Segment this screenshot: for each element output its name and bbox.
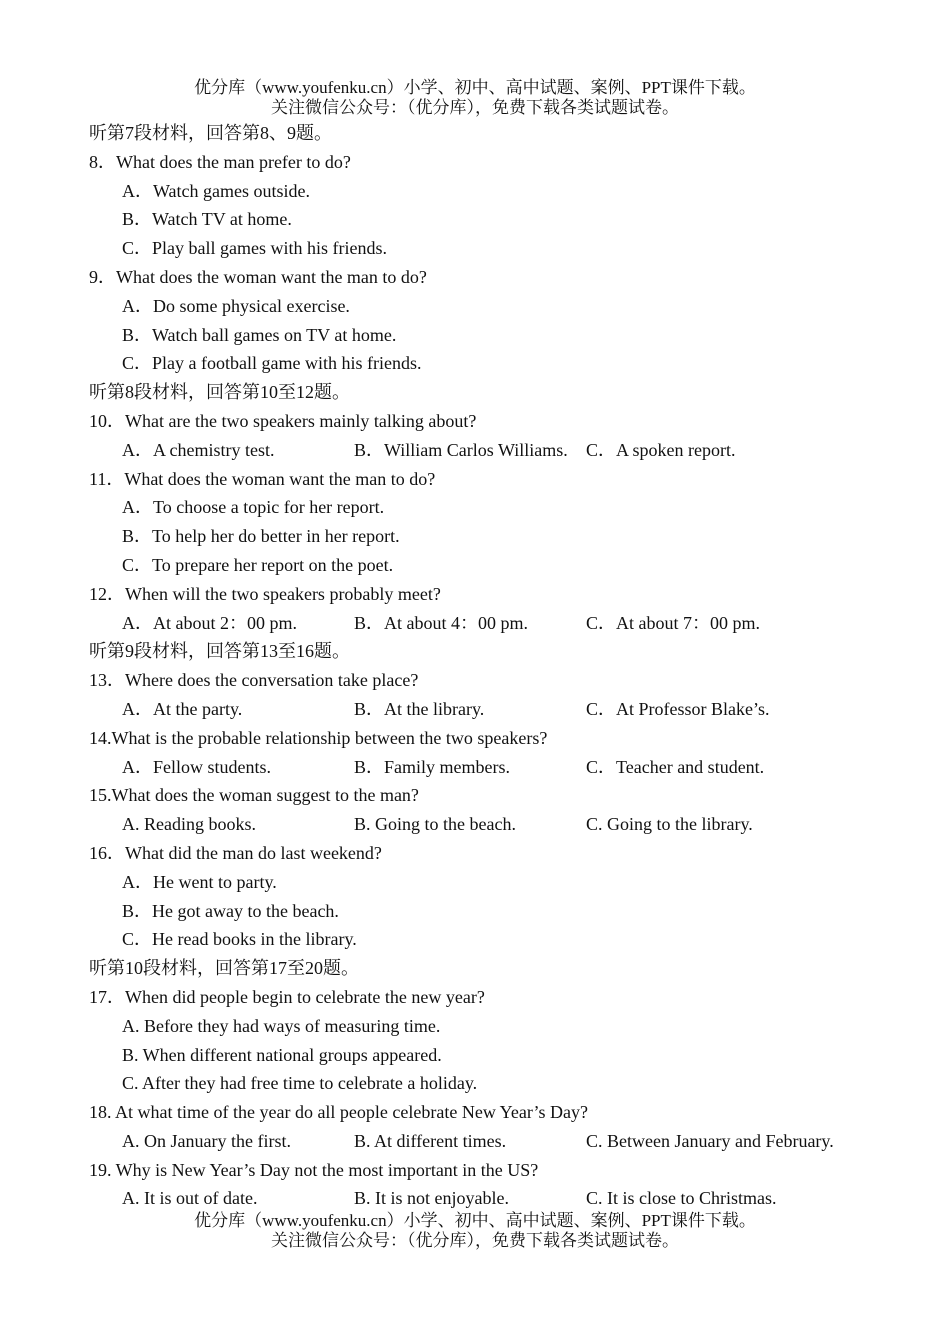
option-item: B．At the library. <box>354 698 485 719</box>
option-item: C．At Professor Blake’s. <box>586 698 770 719</box>
option-item: A．Fellow students. <box>122 756 272 777</box>
section-heading: 听第7段材料，回答第8、9题。 <box>89 123 332 143</box>
option-row <box>89 695 889 724</box>
option-item: B．To help her do better in her report. <box>122 526 400 547</box>
exam-content <box>89 119 889 1213</box>
option-item: B．Watch ball games on TV at home. <box>122 324 397 345</box>
option-item: C．He read books in the library. <box>122 929 357 950</box>
question-text: 18. At what time of the year do all people celebrate New Year’s Day? <box>89 1102 588 1123</box>
question-text: 11．What does the woman want the man to do? <box>89 468 436 489</box>
page-header <box>0 78 950 118</box>
option-item: A. Before they had ways of measuring time. <box>122 1015 441 1036</box>
option-row <box>89 1184 889 1213</box>
question-text: 19. Why is New Year’s Day not the most important in the US? <box>89 1159 539 1180</box>
option-item: B．Family members. <box>354 756 510 777</box>
option-item: B. It is not enjoyable. <box>354 1188 509 1209</box>
section-heading: 听第9段材料，回答第13至16题。 <box>89 641 350 662</box>
question-text: 10．What are the two speakers mainly talking about? <box>89 410 477 431</box>
option-item: A．To choose a topic for her report. <box>122 497 385 518</box>
option-item: B．At about 4：00 pm. <box>354 612 528 633</box>
option-row <box>89 753 889 782</box>
question-text: 17．When did people begin to celebrate the new year? <box>89 986 485 1007</box>
option-item: B. When different national groups appeared. <box>122 1044 442 1065</box>
section-heading: 听第8段材料，回答第10至12题。 <box>89 382 350 403</box>
option-row <box>89 436 889 465</box>
option-item: C. Going to the library. <box>586 814 753 835</box>
option-item: A．A chemistry test. <box>122 439 275 460</box>
question-text: 8．What does the man prefer to do? <box>89 151 351 172</box>
option-row <box>89 1127 889 1156</box>
option-item: B. At different times. <box>354 1130 507 1151</box>
question-text: 16．What did the man do last weekend? <box>89 842 382 863</box>
footer-line-2: 关注微信公众号：（优分库），免费下载各类试题试卷。 <box>271 1231 679 1250</box>
option-item: C．A spoken report. <box>586 439 736 460</box>
header-line-1: 优分库（www.youfenku.cn）小学、初中、高中试题、案例、PPT课件下载。 <box>194 78 756 97</box>
option-item: B．Watch TV at home. <box>122 209 292 230</box>
option-item: A．At about 2：00 pm. <box>122 612 297 633</box>
question-text: 15.What does the woman suggest to the man? <box>89 785 419 806</box>
option-item: A．Do some physical exercise. <box>122 295 350 316</box>
option-item: A．At the party. <box>122 698 243 719</box>
option-item: A．Watch games outside. <box>122 180 311 201</box>
question-text: 14.What is the probable relationship between the two speakers? <box>89 727 548 748</box>
option-item: B．He got away to the beach. <box>122 900 339 921</box>
option-item: C．At about 7：00 pm. <box>586 612 760 633</box>
option-item: C. After they had free time to celebrate a holiday. <box>122 1073 478 1094</box>
footer-line-1: 优分库（www.youfenku.cn）小学、初中、高中试题、案例、PPT课件下载。 <box>194 1211 756 1230</box>
option-item: B. Going to the beach. <box>354 814 516 835</box>
option-item: C. It is close to Christmas. <box>586 1188 777 1209</box>
option-item: C．Play a football game with his friends. <box>122 353 422 374</box>
option-item: A. On January the first. <box>122 1130 291 1151</box>
question-text: 12．When will the two speakers probably meet? <box>89 583 441 604</box>
option-item: C．Play ball games with his friends. <box>122 238 387 259</box>
option-row <box>89 810 889 839</box>
header-line-2: 关注微信公众号：（优分库），免费下载各类试题试卷。 <box>271 98 679 117</box>
option-item: C．Teacher and student. <box>586 756 765 777</box>
question-text: 9．What does the woman want the man to do? <box>89 266 427 287</box>
section-heading: 听第10段材料，回答第17至20题。 <box>89 958 359 979</box>
option-item: A. Reading books. <box>122 814 256 835</box>
option-item: A．He went to party. <box>122 871 277 892</box>
option-item: C. Between January and February. <box>586 1130 834 1151</box>
option-item: B．William Carlos Williams. <box>354 439 568 460</box>
option-row <box>89 609 889 638</box>
option-item: A. It is out of date. <box>122 1188 258 1209</box>
page-footer <box>0 1211 950 1251</box>
question-text: 13．Where does the conversation take place? <box>89 670 419 691</box>
option-item: C．To prepare her report on the poet. <box>122 554 394 575</box>
